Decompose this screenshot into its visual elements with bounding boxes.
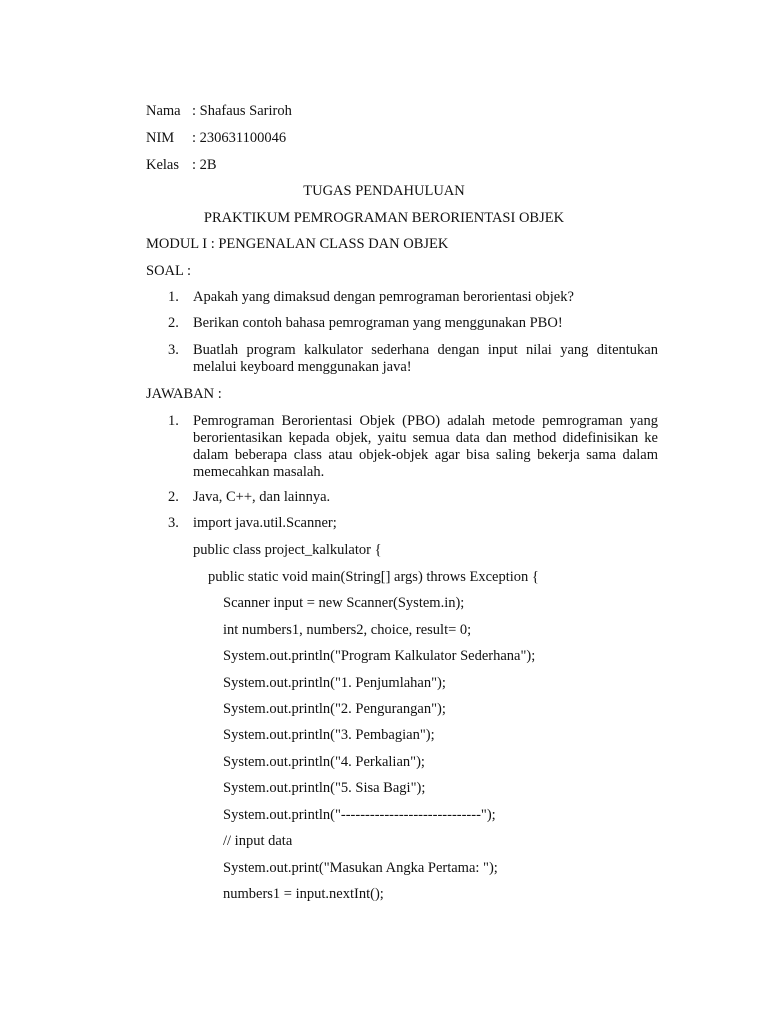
jawaban-heading: JAWABAN : bbox=[146, 386, 222, 402]
soal-number: 2. bbox=[168, 315, 179, 331]
code-line: int numbers1, numbers2, choice, result= 0; bbox=[223, 622, 472, 638]
code-line: System.out.print("Masukan Angka Pertama: "); bbox=[223, 860, 498, 876]
code-line: System.out.println("4. Perkalian"); bbox=[223, 754, 425, 770]
kelas-label: Kelas bbox=[146, 157, 180, 173]
soal-text: Buatlah program kalkulator sederhana dengan input nilai yang ditentukan melalui keyboard menggunakan java! bbox=[193, 342, 658, 375]
jawaban-text: Pemrograman Berorientasi Objek (PBO) adalah metode pemrograman yang berorientasikan kepada objek, yaitu semua data dan method didefinisikan ke dalam beberapa class atau objek-objek agar bisa saling bekerja sama dalam memecahkan masalah. bbox=[193, 413, 658, 480]
nim-value: : 230631100046 bbox=[192, 130, 287, 146]
code-line: System.out.println("Program Kalkulator Sederhana"); bbox=[223, 648, 536, 664]
nama-value: : Shafaus Sariroh bbox=[192, 103, 292, 119]
jawaban-number: 3. bbox=[168, 515, 179, 531]
jawaban-text: Java, C++, dan lainnya. bbox=[193, 489, 331, 505]
code-line: System.out.println("-----------------------------"); bbox=[223, 807, 496, 823]
soal-heading: SOAL : bbox=[146, 263, 191, 279]
code-line: System.out.println("1. Penjumlahan"); bbox=[223, 675, 446, 691]
code-line: import java.util.Scanner; bbox=[193, 515, 337, 531]
code-comment: // input data bbox=[223, 833, 293, 849]
nim-label: NIM bbox=[146, 130, 175, 146]
soal-number: 1. bbox=[168, 289, 179, 305]
document-subtitle: PRAKTIKUM PEMROGRAMAN BERORIENTASI OBJEK bbox=[203, 210, 565, 226]
document-title: TUGAS PENDAHULUAN bbox=[303, 183, 465, 199]
code-line: System.out.println("2. Pengurangan"); bbox=[223, 701, 446, 717]
jawaban-number: 2. bbox=[168, 489, 179, 505]
code-line: System.out.println("3. Pembagian"); bbox=[223, 727, 435, 743]
code-line: Scanner input = new Scanner(System.in); bbox=[223, 595, 465, 611]
soal-text: Apakah yang dimaksud dengan pemrograman berorientasi objek? bbox=[193, 289, 574, 305]
modul-heading: MODUL I : PENGENALAN CLASS DAN OBJEK bbox=[146, 236, 449, 252]
nama-label: Nama bbox=[146, 103, 181, 119]
code-line: System.out.println("5. Sisa Bagi"); bbox=[223, 780, 426, 796]
soal-text: Berikan contoh bahasa pemrograman yang menggunakan PBO! bbox=[193, 315, 563, 331]
soal-number: 3. bbox=[168, 342, 179, 358]
code-line: numbers1 = input.nextInt(); bbox=[223, 886, 384, 902]
kelas-value: : 2B bbox=[192, 157, 217, 173]
code-line: public static void main(String[] args) throws Exception { bbox=[208, 569, 539, 585]
jawaban-number: 1. bbox=[168, 413, 179, 429]
code-line: public class project_kalkulator { bbox=[193, 542, 382, 558]
